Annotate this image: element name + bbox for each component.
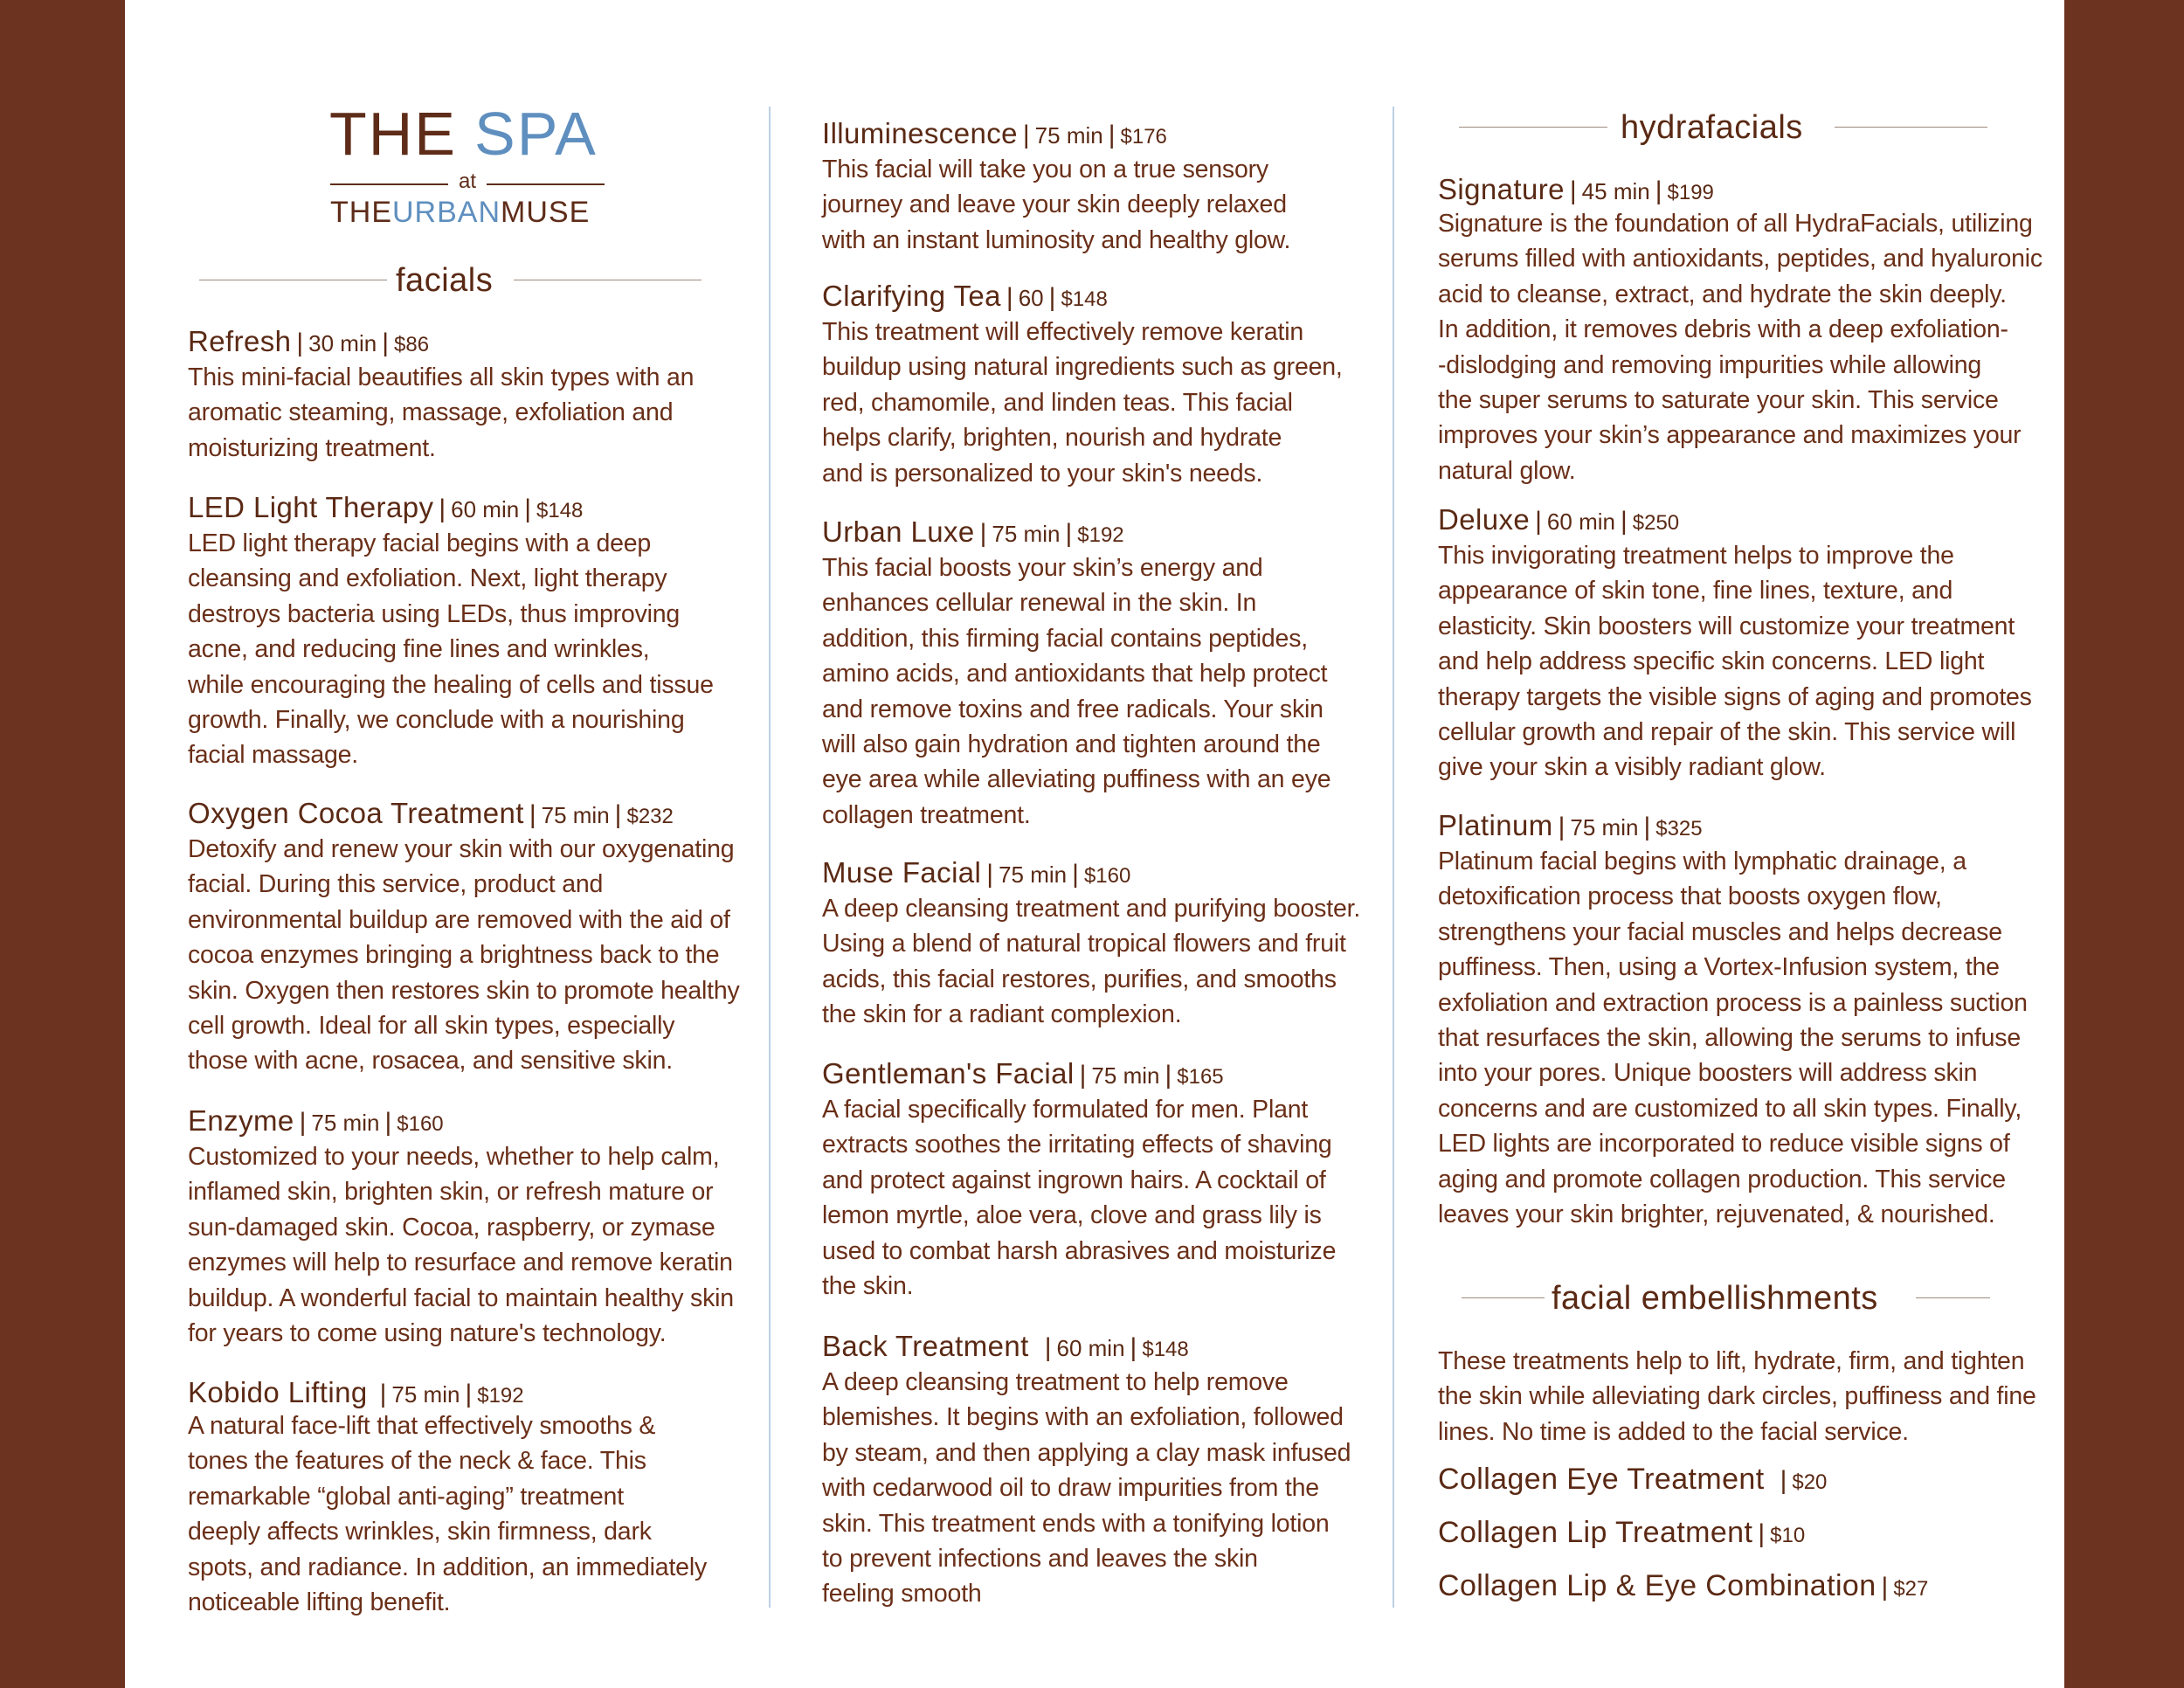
embellishment-item: Collagen Lip Treatment | $10 [1438,1516,1806,1549]
service-description: Customized to your needs, whether to help calm, inflamed skin, brighten skin, or refresh mature or sun-damaged skin. Cocoa, raspberry, or zymase enzymes will help to resurface and remove keratin buildup. A wonderful facial to maintain healthy skin for years to come using nature's technology. [188,1143,734,1348]
logo-urban-muse: THEURBANMUSE [330,196,591,229]
service-heading: Illuminescence | 75 min | $176 [822,117,1167,149]
service-description: This treatment will effectively remove keratin buildup using natural ingredients such as green, red, chamomile, and linden teas. This facial helps clarify, brighten, nourish and hydrate and is personalized to your skin's needs. [822,318,1343,488]
service-heading: Platinum | 75 min | $325 [1438,809,1703,841]
column-divider-2 [1393,107,1394,1608]
section-facials [199,262,702,297]
service-heading: Oxygen Cocoa Treatment | 75 min | $232 [188,797,674,829]
section-embellishments-label: facial embellishments [1552,1280,1878,1317]
service-heading: Muse Facial | 75 min | $160 [822,856,1131,889]
service-description: A natural face-lift that effectively smooths & tones the features of the neck & face. This remarkable “global anti-aging” treatment deeply affects wrinkles, skin firmness, dark spots, and radiance. In addition, an immediately noticeable lifting benefit. [188,1412,708,1617]
spa-logo [205,100,603,234]
service-description: Detoxify and renew your skin with our oxygenating facial. During this service, product and environmental buildup are removed with the aid of cocoa enzymes bringing a brightness back to the skin. Oxygen then restores skin to promote healthy cell growth. Ideal for all skin types, especially those with acne, rosacea, and sensitive skin. [188,835,740,1076]
section-hydrafacials [1459,109,1987,144]
section-hydrafacials-label: hydrafacials [1621,109,1803,146]
service-heading: Gentleman's Facial | 75 min | $165 [822,1057,1224,1090]
right-border-band [2064,0,2184,1688]
service-description: A facial specifically formulated for men. Plant extracts soothes the irritating effects of shaving and protect against ingrown hairs. A cocktail of lemon myrtle, aloe vera, clove and grass lily is used to combat harsh abrasives and moisturize the skin. [822,1096,1337,1301]
service-description: This mini-facial beautifies all skin types with an aromatic steaming, massage, exfoliation and moisturizing treatment. [188,363,695,462]
logo-the: THE [329,100,457,168]
service-description: A deep cleansing treatment to help remove blemishes. It begins with an exfoliation, followed by steam, and then applying a clay mask infused with cedarwood oil to draw impurities from the skin. This treatment ends with a tonifying lotion to prevent infections and leaves the skin feeling smooth [822,1368,1351,1608]
service-description: This facial will take you on a true sensory journey and leave your skin deeply relaxed with an instant luminosity and healthy glow. [822,156,1291,254]
section-facials-label: facials [396,262,494,299]
service-heading: Kobido Lifting | 75 min | $192 [188,1376,524,1408]
service-heading: Enzyme | 75 min | $160 [188,1104,444,1137]
service-heading: Back Treatment | 60 min | $148 [822,1330,1189,1362]
service-description: Signature is the foundation of all HydraFacials, utilizing serums filled with antioxidants, peptides, and hyaluronic acid to cleanse, extract, and hydrate the skin deeply. In addition, it removes debris with a deep exfoliation- -dislodging and removing impurities while allowing the super serums to saturate your skin. This service improves your skin’s appearance and maximizes your natural glow. [1438,210,2042,485]
logo-rule-right [487,183,605,185]
embellishment-item: Collagen Eye Treatment | $20 [1438,1463,1828,1496]
service-heading: Refresh | 30 min | $86 [188,325,430,357]
logo-at: at [459,169,477,193]
service-description: A deep cleansing treatment and purifying booster. Using a blend of natural tropical flowers and fruit acids, this facial restores, purifies, and smooths the skin for a radiant complexion. [822,895,1361,1029]
embellishment-item: Collagen Lip & Eye Combination | $27 [1438,1569,1929,1602]
service-description: This facial boosts your skin’s energy and enhances cellular renewal in the skin. In addition, this firming facial contains peptides, amino acids, and antioxidants that help protect and remove toxins and free radicals. Your skin will also gain hydration and tighten around the eye area while alleviating puffiness with an eye collagen treatment. [822,554,1331,829]
service-description: Platinum facial begins with lymphatic drainage, a detoxification process that boosts oxygen flow, strengthens your facial muscles and helps decrease puffiness. Then, using a Vortex-Infusion system, the exfoliation and extraction process is a painless suction that resurfaces the skin, allowing the serums to infuse into your pores. Unique boosters will address skin concerns and are customized to all skin types. Finally, LED lights are incorporated to reduce visible signs of aging and promote collagen production. This service leaves your skin brighter, rejuvenated, & nourished. [1438,847,2028,1229]
service-description: This invigorating treatment helps to improve the appearance of skin tone, fine lines, texture, and elasticity. Skin boosters will customize your treatment and help address specific skin concerns. LED light therapy targets the visible signs of aging and promotes cellular growth and repair of the skin. This service will give your skin a visibly radiant glow. [1438,542,2032,782]
service-heading: Signature | 45 min | $199 [1438,173,1714,205]
service-heading: Deluxe | 60 min | $250 [1438,503,1680,536]
logo-rule-left [330,183,448,185]
left-border-band [0,0,125,1688]
service-heading: Clarifying Tea | 60 | $148 [822,280,1108,312]
logo-spa: SPA [474,100,598,168]
embellishments-intro: These treatments help to lift, hydrate, firm, and tighten the skin while alleviating dark circles, puffiness and fine lines. No time is added to the facial service. [1438,1347,2036,1446]
service-heading: Urban Luxe | 75 min | $192 [822,515,1124,548]
service-description: LED light therapy facial begins with a deep cleansing and exfoliation. Next, light therapy destroys bacteria using LEDs, thus improving acne, and reducing fine lines and wrinkles, while encouraging the healing of cells and tissue growth. Finally, we conclude with a nourishing facial massage. [188,529,714,770]
service-heading: LED Light Therapy | 60 min | $148 [188,491,584,523]
section-embellishments [1462,1280,1990,1315]
column-divider-1 [769,107,771,1608]
